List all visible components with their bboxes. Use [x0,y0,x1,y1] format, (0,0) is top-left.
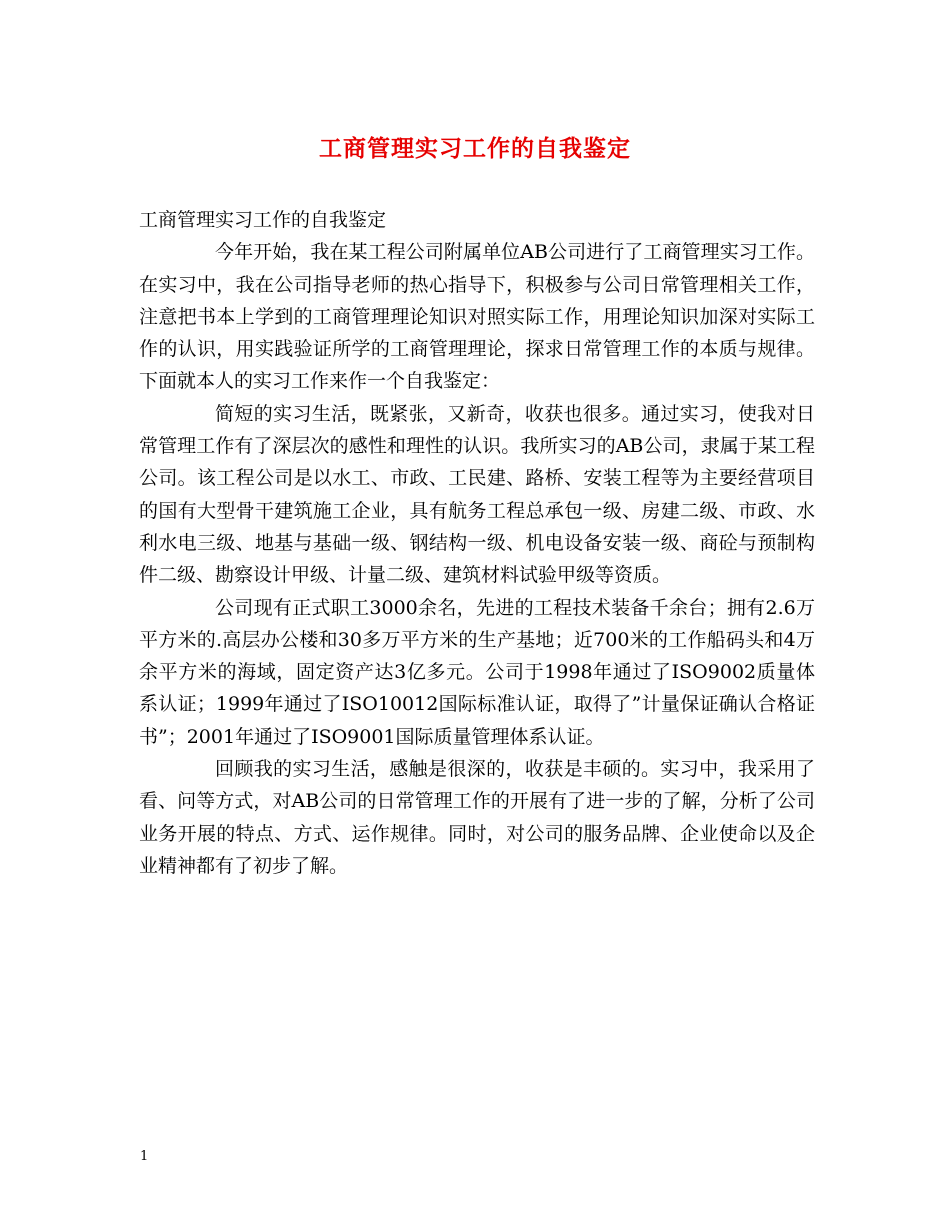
paragraph-company-profile: 公司现有正式职工3000余名，先进的工程技术装备千余台；拥有2.6万平方米的.高层办公楼和30多万平方米的生产基地；近700米的工作船码头和4万余平方米的海域，固定资产达3亿多元。公司于1998年通过了ISO9002质量体系认证；1999年通过了ISO10012国际标准认证，取得了”计量保证确认合格证书”；2001年通过了ISO9001国际质量管理体系认证。 [139,596,815,748]
paragraph-intro: 今年开始，我在某工程公司附属单位AB公司进行了工商管理实习工作。在实习中，我在公司指导老师的热心指导下，积极参与公司日常管理相关工作，注意把书本上学到的工商管理理论知识对照实际工作，用理论知识加深对实际工作的认识，用实践验证所学的工商管理理论，探求日常管理工作的本质与规律。下面就本人的实习工作来作一个自我鉴定： [139,241,815,393]
document-title: 工商管理实习工作的自我鉴定 [319,135,631,162]
page-number: 1 [140,1149,149,1164]
paragraph-internship-overview: 简短的实习生活，既紧张，又新奇，收获也很多。通过实习，使我对日常管理工作有了深层次的感性和理性的认识。我所实习的AB公司，隶属于某工程公司。该工程公司是以水工、市政、工民建、路桥、安装工程等为主要经营项目的国有大型骨干建筑施工企业，具有航务工程总承包一级、房建二级、市政、水利水电三级、地基与基础一级、钢结构一级、机电设备安装一级、商砼与预制构件二级、勘察设计甲级、计量二级、建筑材料试验甲级等资质。 [139,402,815,587]
document-body [139,204,815,882]
document-subtitle: 工商管理实习工作的自我鉴定 [139,209,387,231]
paragraph-reflection: 回顾我的实习生活，感触是很深的，收获是丰硕的。实习中，我采用了看、问等方式，对AB公司的日常管理工作的开展有了进一步的了解，分析了公司业务开展的特点、方式、运作规律。同时，对公司的服务品牌、企业使命以及企业精神都有了初步了解。 [139,758,815,877]
